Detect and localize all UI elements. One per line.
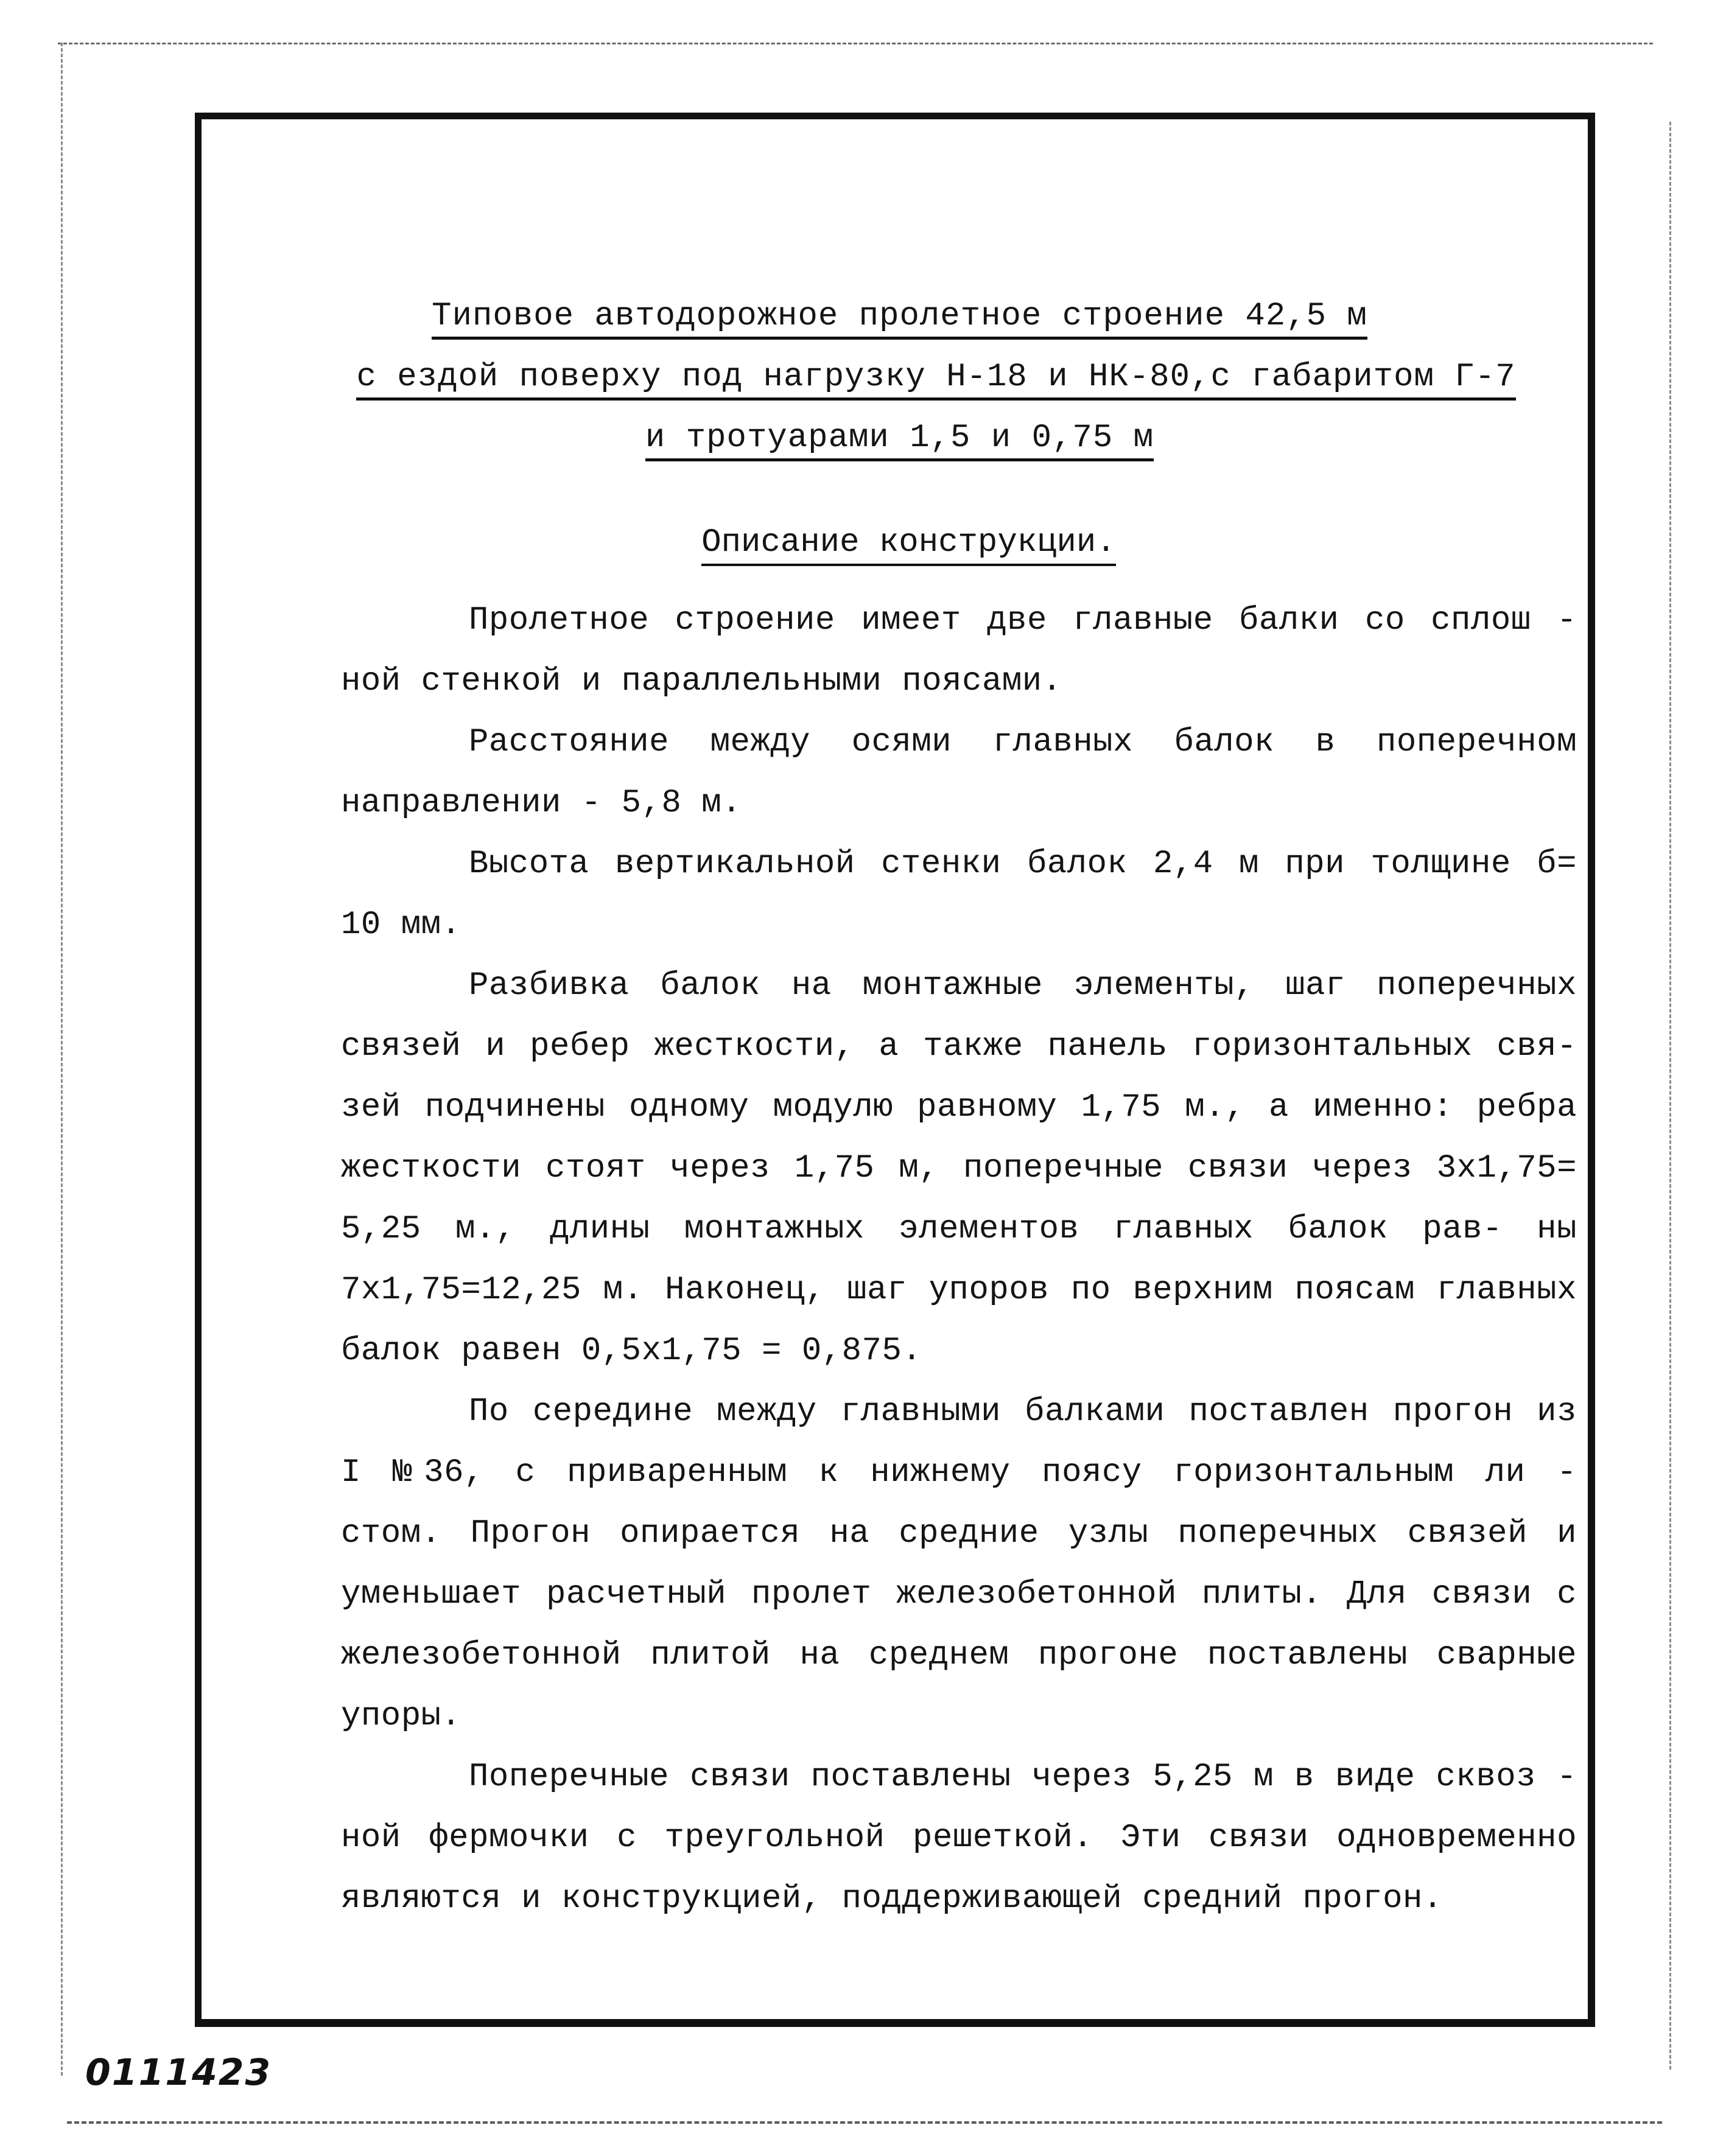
title-line-2-text: с ездой поверху под нагрузку Н-18 и НК-80,с габаритом Г-7 [356,361,1515,401]
paragraph: По середине между главными балками поставлен прогон из I №36, с приваренным к нижнему поясу горизонтальным ли - стом. Прогон опирается на средние узлы поперечных связей и уменьшает расчетный пролет железобетонной плиты. Для связи с железобетонной плитой на среднем прогоне поставлены сварные упоры. [341,1393,1577,1735]
section-heading [0,524,1726,561]
paragraph: Пролетное строение имеет две главные балки со сплош - ной стенкой и параллельными поясами. [341,602,1577,700]
section-heading-text: Описание конструкции. [701,524,1116,566]
archive-number: 0111423 [85,2051,272,2094]
document-title-line-3 [37,419,1726,461]
document-title-line-2 [73,361,1726,401]
scan-edge-left [61,43,63,2076]
paragraph: Расстояние между осями главных балок в поперечном направлении - 5,8 м. [341,724,1577,822]
paragraph: Разбивка балок на монтажные элементы, шаг поперечных связей и ребер жесткости, а также панель горизонтальных свя- зей подчинены одному модулю равному 1,75 м., а именно: ребра жесткости стоят через 1,75 м, поперечные связи через 3x1,75= 5,25 м., длины монтажных элементов главных балок рав- ны 7x1,75=12,25 м. Наконец, шаг упоров по верхним поясам главных балок равен 0,5x1,75 = 0,875. [341,967,1577,1370]
paragraph: Высота вертикальной стенки балок 2,4 м при толщине б= 10 мм. [341,845,1577,943]
scan-edge-right [1669,122,1671,2070]
paragraph: Поперечные связи поставлены через 5,25 м в виде сквоз - ной фермочки с треугольной решеткой. Эти связи одновременно являются и конструкцией, поддерживающей средний прогон. [341,1759,1577,1917]
document-title-line-1 [37,300,1726,340]
document-body [341,590,1577,1930]
scan-edge-bottom [67,2121,1662,2124]
scan-edge-top [58,43,1653,44]
title-line-3-text: и тротуарами 1,5 и 0,75 м [645,422,1154,461]
title-line-1-text: Типовое автодорожное пролетное строение 42,5 м [432,300,1367,340]
